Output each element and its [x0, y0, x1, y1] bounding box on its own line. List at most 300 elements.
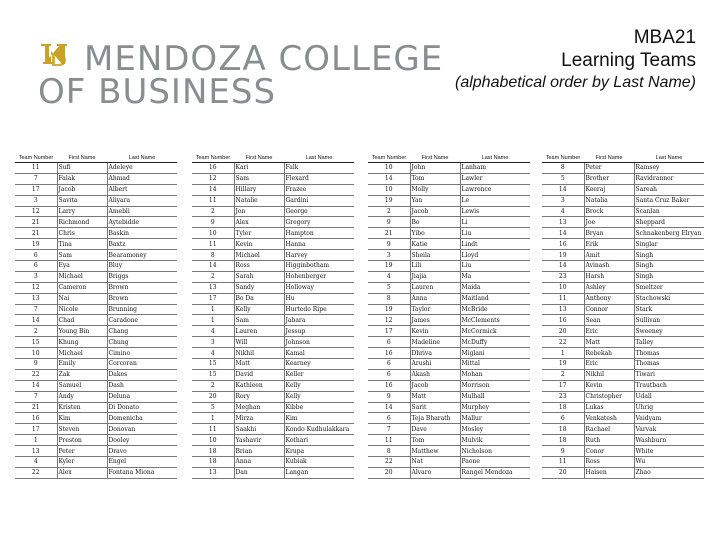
notre-dame-monogram-icon: [38, 38, 70, 70]
team-number-cell: 22: [15, 467, 57, 478]
first-name-cell: Sufi: [57, 163, 107, 174]
first-name-cell: Yibo: [410, 228, 460, 239]
team-number-cell: 9: [542, 446, 584, 457]
first-name-cell: Keeraj: [584, 184, 634, 195]
table-row: [192, 261, 354, 272]
table-row: [368, 424, 530, 435]
team-number-cell: 16: [192, 163, 234, 174]
last-name-cell: McCormick: [460, 326, 530, 337]
team-number-cell: 9: [192, 217, 234, 228]
last-name-cell: Lawler: [460, 173, 530, 184]
first-name-cell: Lauren: [234, 326, 284, 337]
team-number-cell: 10: [368, 163, 410, 174]
table-row: [192, 271, 354, 282]
first-name-cell: Katie: [410, 239, 460, 250]
last-name-cell: Kondo Kudhulakkara: [284, 424, 354, 435]
first-name-cell: Emily: [57, 359, 107, 370]
table-row: [542, 304, 704, 315]
first-name-cell: Lili: [410, 261, 460, 272]
last-name-cell: Stachowski: [634, 293, 704, 304]
table-row: [15, 380, 177, 391]
first-name-cell: Christopher: [584, 391, 634, 402]
first-name-cell: Steven: [57, 424, 107, 435]
first-name-cell: Dhriva: [410, 348, 460, 359]
table-row: [368, 457, 530, 468]
first-name-cell: Kari: [234, 163, 284, 174]
table-row: [542, 369, 704, 380]
team-number-cell: 14: [15, 315, 57, 326]
last-name-cell: Mohan: [460, 369, 530, 380]
last-name-cell: Gardini: [284, 195, 354, 206]
team-number-cell: 3: [368, 250, 410, 261]
first-name-cell: Eya: [57, 261, 107, 272]
table-row: [192, 228, 354, 239]
table-row: [542, 359, 704, 370]
first-name-cell: Alex: [57, 467, 107, 478]
first-name-cell: Arushi: [410, 359, 460, 370]
last-name-cell: Trautbach: [634, 380, 704, 391]
last-name-cell: Singh: [634, 271, 704, 282]
team-number-cell: 13: [15, 293, 57, 304]
table-row: [542, 413, 704, 424]
table-row: [192, 163, 354, 174]
first-name-cell: Kristen: [57, 402, 107, 413]
table-row: [368, 402, 530, 413]
last-name-cell: Holloway: [284, 282, 354, 293]
first-name-cell: Eric: [584, 326, 634, 337]
table-row: [192, 293, 354, 304]
first-name-cell: Khung: [57, 337, 107, 348]
last-name-cell: Krupa: [284, 446, 354, 457]
table-row: [368, 228, 530, 239]
team-number-cell: 4: [192, 348, 234, 359]
last-name-cell: Mosley: [460, 424, 530, 435]
team-number-cell: 10: [192, 435, 234, 446]
last-name-cell: Brown: [107, 282, 177, 293]
team-number-cell: 11: [192, 239, 234, 250]
team-number-cell: 6: [368, 359, 410, 370]
team-number-cell: 15: [192, 369, 234, 380]
first-name-cell: David: [234, 369, 284, 380]
last-name-cell: Corcoran: [107, 359, 177, 370]
first-name-cell: Tina: [57, 239, 107, 250]
header-first-name: First Name: [234, 153, 284, 163]
table-row: [368, 435, 530, 446]
first-name-cell: Sarit: [410, 402, 460, 413]
first-name-cell: Amit: [584, 250, 634, 261]
last-name-cell: Smeltzer: [634, 282, 704, 293]
last-name-cell: McDuffy: [460, 337, 530, 348]
table-row: [542, 326, 704, 337]
last-name-cell: Kearney: [284, 359, 354, 370]
table-row: [15, 239, 177, 250]
last-name-cell: Caradone: [107, 315, 177, 326]
team-number-cell: 16: [368, 348, 410, 359]
team-number-cell: 9: [368, 239, 410, 250]
first-name-cell: Akash: [410, 369, 460, 380]
first-name-cell: Cameron: [57, 282, 107, 293]
team-table-2: [192, 153, 354, 479]
table-row: [368, 163, 530, 174]
table-row: [192, 239, 354, 250]
last-name-cell: Singlar: [634, 239, 704, 250]
last-name-cell: Flexard: [284, 173, 354, 184]
table-row: [368, 467, 530, 478]
header-last-name: Last Name: [107, 153, 177, 163]
first-name-cell: Nikhil: [234, 348, 284, 359]
last-name-cell: Kelly: [284, 391, 354, 402]
table-row: [192, 391, 354, 402]
team-number-cell: 4: [15, 457, 57, 468]
team-number-cell: 6: [368, 337, 410, 348]
last-name-cell: Hanna: [284, 239, 354, 250]
team-number-cell: 22: [542, 337, 584, 348]
team-number-cell: 20: [368, 467, 410, 478]
first-name-cell: Nat: [410, 457, 460, 468]
team-number-cell: 6: [542, 413, 584, 424]
table-row: [192, 304, 354, 315]
last-name-cell: Briggs: [107, 271, 177, 282]
table-row: [192, 380, 354, 391]
college-logo: [38, 38, 444, 112]
table-row: [15, 304, 177, 315]
last-name-cell: Lawrence: [460, 184, 530, 195]
last-name-cell: Dravo: [107, 446, 177, 457]
table-row: [368, 413, 530, 424]
last-name-cell: Jessup: [284, 326, 354, 337]
last-name-cell: Sullivan: [634, 315, 704, 326]
first-name-cell: Dave: [410, 424, 460, 435]
team-number-cell: 5: [542, 173, 584, 184]
team-number-cell: 3: [15, 271, 57, 282]
table-row: [15, 435, 177, 446]
first-name-cell: Sam: [234, 173, 284, 184]
first-name-cell: John: [410, 163, 460, 174]
first-name-cell: Sarah: [234, 271, 284, 282]
table-row: [15, 173, 177, 184]
first-name-cell: Nikhil: [584, 369, 634, 380]
team-number-cell: 19: [542, 250, 584, 261]
table-row: [368, 315, 530, 326]
table-row: [542, 391, 704, 402]
last-name-cell: Fontana Miona: [107, 467, 177, 478]
last-name-cell: Maida: [460, 282, 530, 293]
team-number-cell: 6: [15, 250, 57, 261]
team-number-cell: 12: [368, 315, 410, 326]
first-name-cell: Jacob: [410, 380, 460, 391]
first-name-cell: Richmond: [57, 217, 107, 228]
last-name-cell: Dash: [107, 380, 177, 391]
team-number-cell: 1: [542, 348, 584, 359]
table-row: [192, 315, 354, 326]
team-number-cell: 11: [368, 435, 410, 446]
team-number-cell: 14: [368, 402, 410, 413]
first-name-cell: Rory: [234, 391, 284, 402]
last-name-cell: Liu: [460, 228, 530, 239]
first-name-cell: Tom: [410, 173, 460, 184]
team-number-cell: 5: [192, 402, 234, 413]
last-name-cell: Higginbotham: [284, 261, 354, 272]
table-row: [542, 446, 704, 457]
last-name-cell: Kothari: [284, 435, 354, 446]
first-name-cell: Sandy: [234, 282, 284, 293]
team-number-cell: 18: [542, 402, 584, 413]
table-row: [542, 435, 704, 446]
table-row: [192, 217, 354, 228]
table-row: [368, 271, 530, 282]
team-number-cell: 18: [192, 446, 234, 457]
last-name-cell: Le: [460, 195, 530, 206]
team-number-cell: 9: [368, 217, 410, 228]
table-row: [15, 163, 177, 174]
team-number-cell: 8: [542, 163, 584, 174]
team-number-cell: 11: [192, 424, 234, 435]
team-number-cell: 16: [368, 380, 410, 391]
team-number-cell: 17: [368, 326, 410, 337]
table-row: [15, 261, 177, 272]
last-name-cell: Langan: [284, 467, 354, 478]
first-name-cell: Kevin: [584, 380, 634, 391]
first-name-cell: Ross: [584, 457, 634, 468]
last-name-cell: Nicholson: [460, 446, 530, 457]
last-name-cell: White: [634, 446, 704, 457]
table-row: [542, 228, 704, 239]
first-name-cell: Kyler: [57, 457, 107, 468]
team-number-cell: 2: [542, 369, 584, 380]
team-number-cell: 19: [368, 304, 410, 315]
first-name-cell: Jon: [234, 206, 284, 217]
last-name-cell: Brown: [107, 293, 177, 304]
table-row: [15, 391, 177, 402]
first-name-cell: Peter: [584, 163, 634, 174]
team-number-cell: 21: [15, 402, 57, 413]
first-name-cell: Matthew: [410, 446, 460, 457]
team-number-cell: 12: [192, 173, 234, 184]
last-name-cell: Domenicha: [107, 413, 177, 424]
table-row: [368, 250, 530, 261]
table-row: [192, 457, 354, 468]
team-number-cell: 14: [192, 261, 234, 272]
first-name-cell: Sam: [234, 315, 284, 326]
team-number-cell: 13: [542, 304, 584, 315]
table-row: [192, 337, 354, 348]
first-name-cell: Larry: [57, 206, 107, 217]
first-name-cell: James: [410, 315, 460, 326]
team-number-cell: 21: [368, 228, 410, 239]
last-name-cell: McBride: [460, 304, 530, 315]
last-name-cell: McClements: [460, 315, 530, 326]
table-row: [192, 402, 354, 413]
table-row: [368, 359, 530, 370]
last-name-cell: George: [284, 206, 354, 217]
last-name-cell: Uhrig: [634, 402, 704, 413]
last-name-cell: Tiwari: [634, 369, 704, 380]
table-row: [15, 446, 177, 457]
team-number-cell: 1: [192, 413, 234, 424]
first-name-cell: Yashavir: [234, 435, 284, 446]
first-name-cell: Preston: [57, 435, 107, 446]
table-row: [192, 369, 354, 380]
team-number-cell: 3: [192, 337, 234, 348]
table-row: [542, 239, 704, 250]
last-name-cell: Mittal: [460, 359, 530, 370]
first-name-cell: Jacob: [57, 184, 107, 195]
table-row: [15, 457, 177, 468]
table-row: [15, 413, 177, 424]
first-name-cell: Dan: [234, 467, 284, 478]
table-row: [542, 250, 704, 261]
header-last-name: Last Name: [460, 153, 530, 163]
table-row: [368, 217, 530, 228]
last-name-cell: Gregory: [284, 217, 354, 228]
team-number-cell: 6: [368, 369, 410, 380]
header-last-name: Last Name: [634, 153, 704, 163]
logo-text-line1: MENDOZA COLLEGE: [84, 39, 444, 79]
table-row: [15, 293, 177, 304]
last-name-cell: Rangel Mendoza: [460, 467, 530, 478]
table-row: [542, 217, 704, 228]
team-number-cell: 14: [368, 173, 410, 184]
first-name-cell: Hillary: [234, 184, 284, 195]
table-row: [542, 424, 704, 435]
table-row: [368, 337, 530, 348]
table-row: [192, 413, 354, 424]
team-number-cell: 2: [368, 206, 410, 217]
last-name-cell: Chung: [107, 337, 177, 348]
first-name-cell: Rachael: [584, 424, 634, 435]
first-name-cell: Kelly: [234, 304, 284, 315]
last-name-cell: Vaidyam: [634, 413, 704, 424]
last-name-cell: Dooley: [107, 435, 177, 446]
team-number-cell: 8: [368, 293, 410, 304]
first-name-cell: Rebekah: [584, 348, 634, 359]
table-row: [15, 184, 177, 195]
last-name-cell: Murphey: [460, 402, 530, 413]
team-number-cell: 14: [542, 261, 584, 272]
first-name-cell: Michael: [57, 348, 107, 359]
header-first-name: First Name: [584, 153, 634, 163]
team-number-cell: 13: [15, 446, 57, 457]
header-team-number: Team Number: [368, 153, 410, 163]
last-name-cell: Scanlan: [634, 206, 704, 217]
first-name-cell: Chris: [57, 228, 107, 239]
team-number-cell: 14: [542, 184, 584, 195]
team-number-cell: 7: [15, 391, 57, 402]
team-number-cell: 1: [192, 304, 234, 315]
last-name-cell: Wu: [634, 457, 704, 468]
table-row: [15, 424, 177, 435]
table-row: [368, 391, 530, 402]
first-name-cell: Kim: [57, 413, 107, 424]
last-name-cell: Lewis: [460, 206, 530, 217]
table-row: [192, 195, 354, 206]
team-table-4: [542, 153, 704, 479]
team-number-cell: 3: [542, 195, 584, 206]
team-number-cell: 17: [542, 380, 584, 391]
last-name-cell: Liu: [460, 261, 530, 272]
team-number-cell: 19: [15, 239, 57, 250]
first-name-cell: Eric: [584, 359, 634, 370]
last-name-cell: Varvak: [634, 424, 704, 435]
team-number-cell: 2: [192, 206, 234, 217]
last-name-cell: Johnson: [284, 337, 354, 348]
first-name-cell: Savita: [57, 195, 107, 206]
last-name-cell: Keller: [284, 369, 354, 380]
first-name-cell: Lukas: [584, 402, 634, 413]
team-number-cell: 10: [542, 282, 584, 293]
last-name-cell: Kamal: [284, 348, 354, 359]
first-name-cell: Andy: [57, 391, 107, 402]
table-row: [192, 250, 354, 261]
last-name-cell: Deluna: [107, 391, 177, 402]
first-name-cell: Anna: [234, 457, 284, 468]
first-name-cell: Bryan: [584, 228, 634, 239]
team-number-cell: 9: [368, 391, 410, 402]
team-number-cell: 2: [192, 380, 234, 391]
table-row: [15, 217, 177, 228]
team-number-cell: 13: [542, 217, 584, 228]
team-number-cell: 17: [15, 424, 57, 435]
team-table-3: [368, 153, 530, 479]
first-name-cell: Kathleen: [234, 380, 284, 391]
team-number-cell: 19: [542, 359, 584, 370]
first-name-cell: Anna: [410, 293, 460, 304]
first-name-cell: Nicole: [57, 304, 107, 315]
table-row: [542, 261, 704, 272]
first-name-cell: Ruth: [584, 435, 634, 446]
first-name-cell: Zak: [57, 369, 107, 380]
team-number-cell: 12: [15, 282, 57, 293]
team-number-cell: 16: [542, 239, 584, 250]
first-name-cell: Erik: [584, 239, 634, 250]
team-number-cell: 8: [368, 446, 410, 457]
last-name-cell: Di Donato: [107, 402, 177, 413]
table-row: [542, 271, 704, 282]
table-row: [192, 424, 354, 435]
first-name-cell: Brock: [584, 206, 634, 217]
table-row: [542, 173, 704, 184]
team-number-cell: 1: [192, 315, 234, 326]
last-name-cell: Mallur: [460, 413, 530, 424]
first-name-cell: Avinash: [584, 261, 634, 272]
last-name-cell: Lanham: [460, 163, 530, 174]
team-number-cell: 13: [192, 467, 234, 478]
last-name-cell: Washburn: [634, 435, 704, 446]
team-number-cell: 5: [368, 282, 410, 293]
last-name-cell: Hampton: [284, 228, 354, 239]
team-number-cell: 10: [192, 228, 234, 239]
table-row: [192, 173, 354, 184]
team-number-cell: 22: [368, 457, 410, 468]
first-name-cell: Michael: [57, 271, 107, 282]
table-row: [542, 293, 704, 304]
table-row: [368, 380, 530, 391]
last-name-cell: Kubiak: [284, 457, 354, 468]
first-name-cell: Brother: [584, 173, 634, 184]
last-name-cell: Zhao: [634, 467, 704, 478]
team-number-cell: 7: [15, 304, 57, 315]
table-row: [15, 467, 177, 478]
first-name-cell: Joe: [584, 217, 634, 228]
last-name-cell: Santa Cruz Baker: [634, 195, 704, 206]
first-name-cell: Alvaro: [410, 467, 460, 478]
first-name-cell: Haisen: [584, 467, 634, 478]
table-row: [192, 359, 354, 370]
first-name-cell: Madeline: [410, 337, 460, 348]
last-name-cell: Frazee: [284, 184, 354, 195]
last-name-cell: Dakes: [107, 369, 177, 380]
last-name-cell: Donovan: [107, 424, 177, 435]
